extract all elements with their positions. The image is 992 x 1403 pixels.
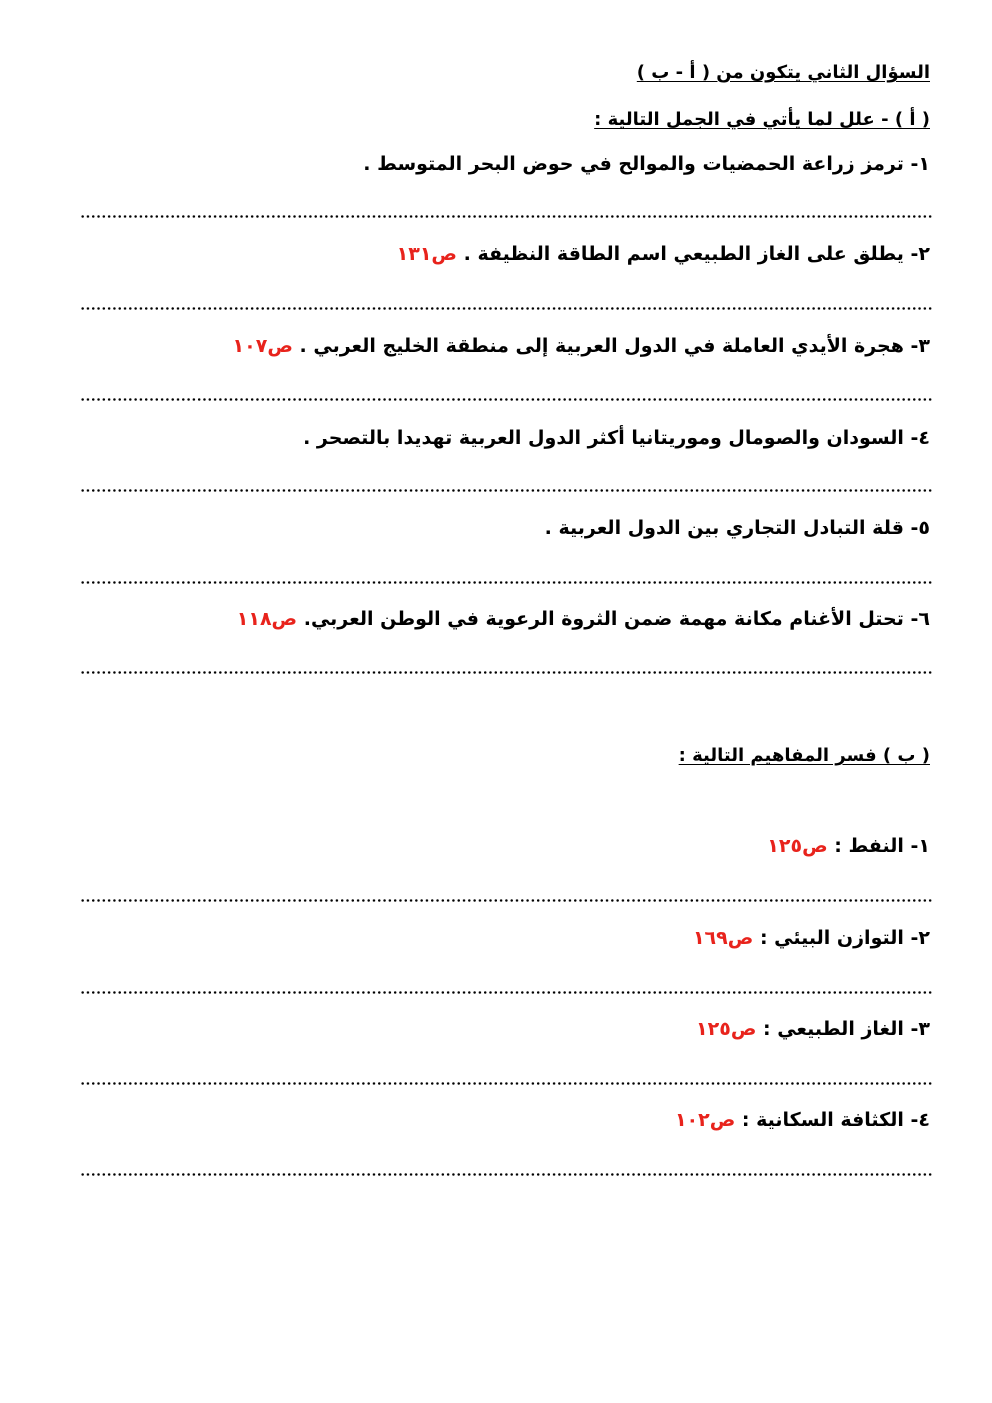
answer-line bbox=[80, 1173, 932, 1176]
answer-line bbox=[80, 307, 932, 310]
item-text: ١- ترمز زراعة الحمضيات والموالح في حوض البحر المتوسط . bbox=[363, 153, 930, 175]
part-b-heading: ( ب ) فسر المفاهيم التالية : bbox=[678, 745, 930, 766]
item-text: ٣- هجرة الأيدي العاملة في الدول العربية إلى منطقة الخليج العربي . bbox=[299, 335, 930, 357]
item-text: ٣- الغاز الطبيعي : bbox=[763, 1018, 930, 1040]
item-text: ٦- تحتل الأغنام مكانة مهمة ضمن الثروة الرعوية في الوطن العربي. bbox=[303, 608, 930, 630]
answer-line bbox=[80, 1082, 932, 1085]
part-a-item-4 bbox=[74, 427, 930, 449]
answer-line bbox=[80, 899, 932, 902]
item-text: ٢- يطلق على الغاز الطبيعي اسم الطاقة النظيفة . bbox=[463, 243, 930, 265]
part-b-item-1 bbox=[74, 835, 930, 857]
item-text: ١- النفط : bbox=[834, 835, 930, 857]
item-text: ٤- الكثافة السكانية : bbox=[741, 1109, 930, 1131]
page-reference: ص١٢٥ bbox=[696, 1018, 757, 1040]
answer-line bbox=[80, 398, 932, 401]
page-reference: ص١٣١ bbox=[396, 243, 457, 265]
part-a-item-2 bbox=[74, 243, 930, 265]
part-a-item-1 bbox=[74, 153, 930, 175]
answer-line bbox=[80, 581, 932, 584]
part-a-item-5 bbox=[74, 517, 930, 539]
part-b-item-2 bbox=[74, 927, 930, 949]
part-a-heading: ( أ ) - علل لما يأتي في الجمل التالية : bbox=[594, 109, 930, 130]
answer-line bbox=[80, 671, 932, 674]
part-a-item-6 bbox=[74, 608, 930, 630]
page-reference: ص١٢٥ bbox=[767, 835, 828, 857]
answer-line bbox=[80, 215, 932, 218]
page-reference: ص١٠٧ bbox=[232, 335, 293, 357]
page-reference: ص١٦٩ bbox=[692, 927, 754, 949]
answer-line bbox=[80, 489, 932, 492]
part-b-item-4 bbox=[74, 1109, 930, 1131]
page-reference: ص١١٨ bbox=[236, 608, 298, 630]
part-b-item-3 bbox=[74, 1018, 930, 1040]
part-a-item-3 bbox=[74, 335, 930, 357]
item-text: ٢- التوازن البيئي : bbox=[759, 927, 930, 949]
question-title: السؤال الثاني يتكون من ( أ - ب ) bbox=[636, 62, 930, 83]
page-reference: ص١٠٢ bbox=[674, 1109, 736, 1131]
item-text: ٥- قلة التبادل التجاري بين الدول العربية . bbox=[544, 517, 930, 539]
answer-line bbox=[80, 991, 932, 994]
item-text: ٤- السودان والصومال وموريتانيا أكثر الدول العربية تهديدا بالتصحر . bbox=[303, 427, 930, 449]
